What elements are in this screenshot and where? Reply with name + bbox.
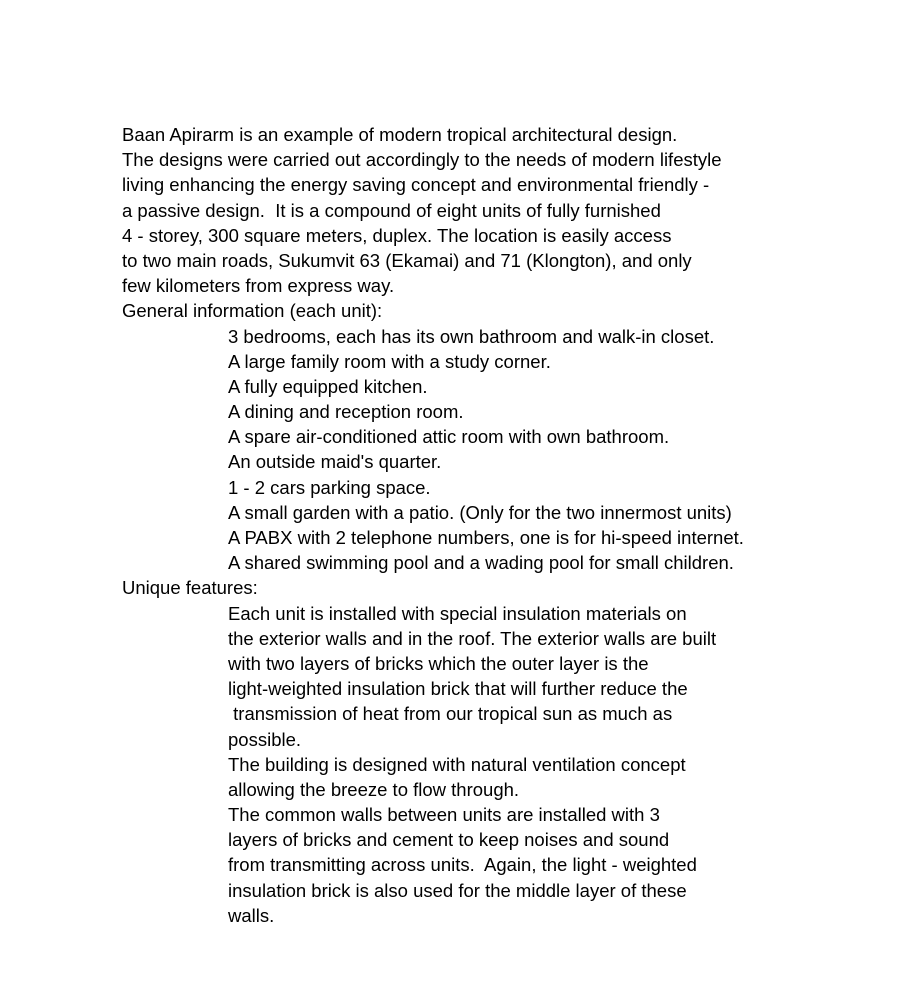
document-body: [0, 122, 920, 928]
feature-line: transmission of heat from our tropical sun as much as: [228, 703, 673, 725]
list-item: A fully equipped kitchen.: [228, 375, 428, 397]
list-item: An outside maid's quarter.: [228, 451, 442, 473]
list-item: A spare air-conditioned attic room with own bathroom.: [228, 426, 670, 448]
feature-line: from transmitting across units. Again, the light - weighted: [228, 854, 697, 876]
feature-line: with two layers of bricks which the outer layer is the: [228, 652, 649, 674]
intro-line: a passive design. It is a compound of eight units of fully furnished: [122, 199, 661, 221]
feature-line: light-weighted insulation brick that will further reduce the: [228, 678, 688, 700]
intro-line: living enhancing the energy saving concept and environmental friendly -: [122, 174, 710, 196]
feature-line: The building is designed with natural ventilation concept: [228, 753, 686, 775]
unique-features-text: [0, 601, 920, 928]
intro-line: Baan Apirarm is an example of modern tropical architectural design.: [122, 124, 678, 145]
feature-line: walls.: [228, 904, 275, 926]
feature-line: the exterior walls and in the roof. The exterior walls are built: [228, 627, 717, 649]
intro-paragraph: [0, 122, 920, 298]
list-item: A shared swimming pool and a wading pool for small children.: [228, 552, 734, 574]
list-item: 3 bedrooms, each has its own bathroom and walk-in closet.: [228, 325, 715, 347]
feature-line: The common walls between units are installed with 3: [228, 804, 660, 826]
intro-line: to two main roads, Sukumvit 63 (Ekamai) and 71 (Klongton), and only: [122, 249, 692, 271]
feature-line: layers of bricks and cement to keep noises and sound: [228, 829, 670, 851]
general-info-list: [0, 324, 920, 576]
intro-line: 4 - storey, 300 square meters, duplex. The location is easily access: [122, 224, 672, 246]
list-item: 1 - 2 cars parking space.: [228, 476, 431, 498]
feature-line: insulation brick is also used for the middle layer of these: [228, 879, 687, 901]
list-item: A small garden with a patio. (Only for the two innermost units): [228, 501, 732, 523]
list-item: A PABX with 2 telephone numbers, one is for hi-speed internet.: [228, 527, 744, 548]
list-item: A large family room with a study corner.: [228, 350, 551, 372]
feature-line: possible.: [228, 728, 302, 750]
intro-line: few kilometers from express way.: [122, 275, 395, 297]
feature-line: Each unit is installed with special insulation materials on: [228, 602, 687, 624]
feature-line: allowing the breeze to flow through.: [228, 778, 520, 800]
unique-features-heading: Unique features:: [122, 577, 258, 599]
list-item: A dining and reception room.: [228, 401, 464, 423]
intro-line: The designs were carried out accordingly to the needs of modern lifestyle: [122, 149, 722, 171]
general-info-heading: General information (each unit):: [122, 300, 383, 322]
